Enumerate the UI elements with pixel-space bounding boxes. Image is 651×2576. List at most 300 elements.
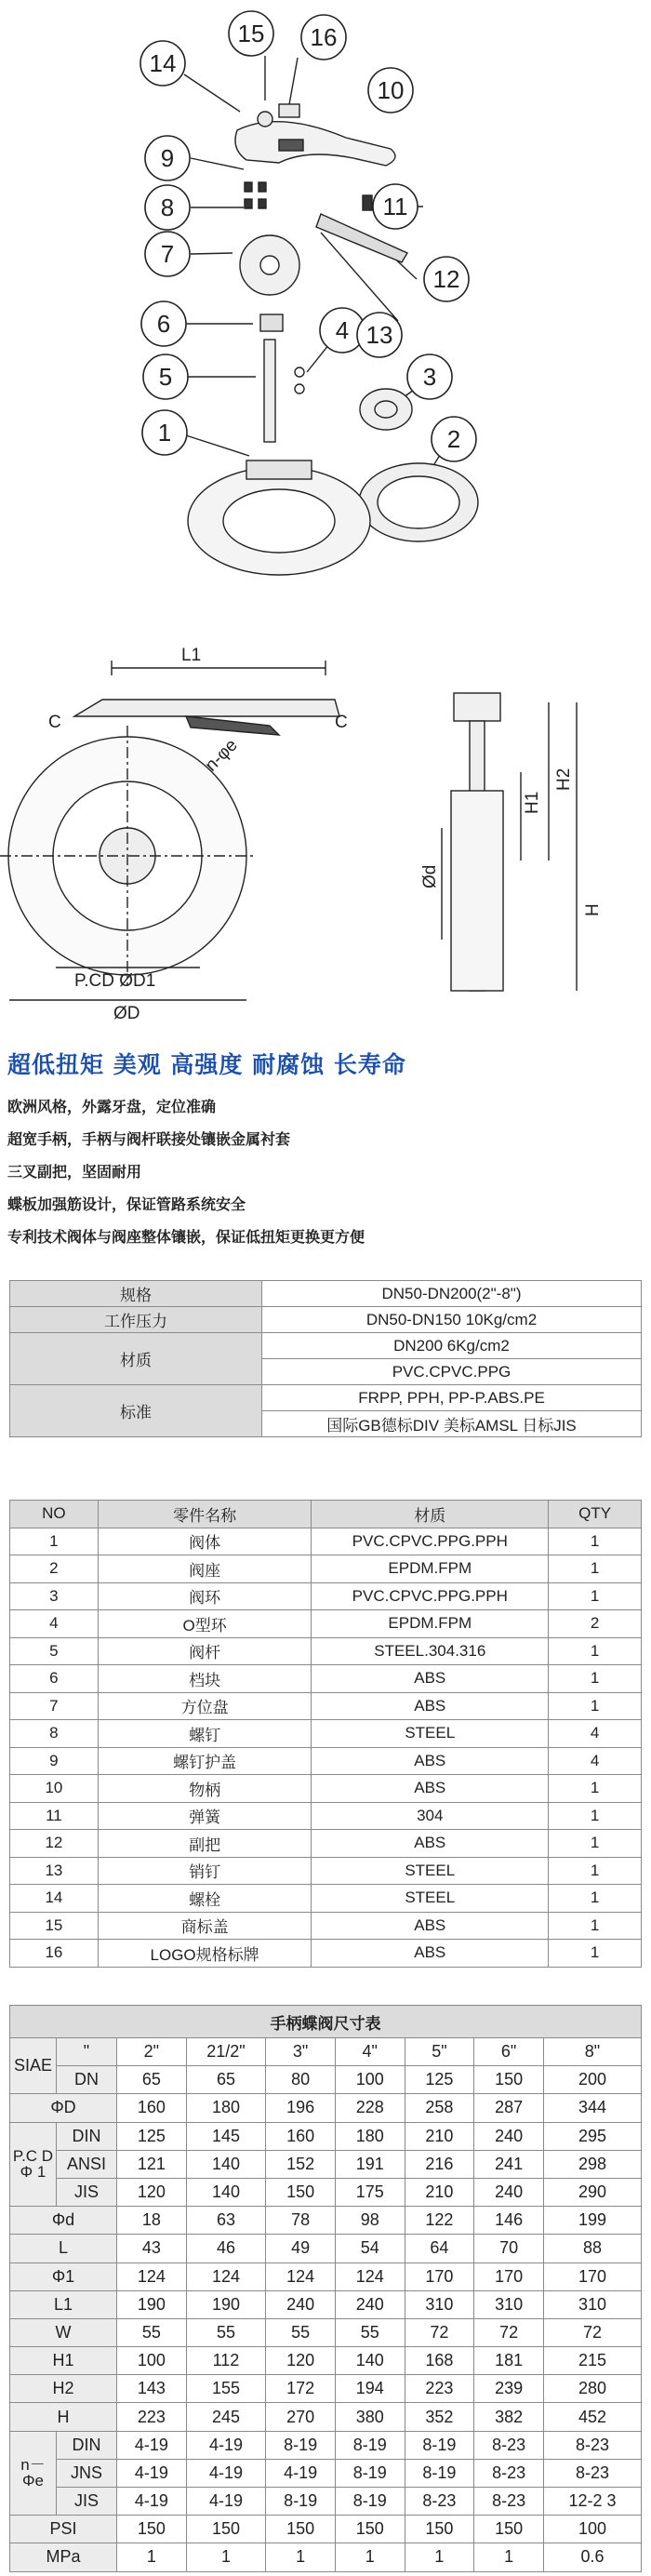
dim-phi-d: Ød (420, 864, 440, 888)
dim-value: 43 (117, 2235, 187, 2262)
part-qty: 1 (549, 1775, 642, 1803)
dim-value: 170 (474, 2262, 544, 2290)
dim-value: 122 (405, 2207, 474, 2235)
pcd-label: P.C D Φ 1 (10, 2122, 57, 2207)
dims-row-label: PSI (10, 2516, 117, 2543)
part-material: STEEL (312, 1857, 549, 1885)
dims-pcd-row (10, 2122, 642, 2150)
parts-header-row (10, 1501, 642, 1528)
dim-value: 6" (474, 2038, 544, 2066)
dim-value: 1 (186, 2543, 266, 2571)
dim-value: 310 (405, 2290, 474, 2318)
dims-row-label: L1 (10, 2290, 117, 2318)
part-no: 6 (10, 1665, 99, 1693)
dim-value: 140 (335, 2347, 405, 2375)
dim-value: 8-19 (335, 2488, 405, 2516)
dim-value: 4-19 (186, 2459, 266, 2487)
dim-value: 170 (405, 2262, 474, 2290)
dim-value: 72 (543, 2318, 641, 2346)
dim-value: 240 (335, 2290, 405, 2318)
dim-H1: H1 (523, 791, 542, 814)
dim-value: 150 (186, 2516, 266, 2543)
front-handle (74, 700, 339, 716)
parts-header-material: 材质 (312, 1501, 549, 1528)
dim-value: 55 (266, 2318, 336, 2346)
dim-value: 72 (474, 2318, 544, 2346)
part-name: 弹簧 (98, 1802, 312, 1830)
dim-value: 150 (405, 2516, 474, 2543)
dim-value: 65 (117, 2066, 187, 2094)
callout-13: 13 (365, 321, 393, 349)
dim-value: 140 (186, 2150, 266, 2178)
part-material: PVC.CPVC.PPG.PPH (312, 1528, 549, 1555)
dim-value: 80 (266, 2066, 336, 2094)
dims-row-label: L (10, 2235, 117, 2262)
dim-value: 54 (335, 2235, 405, 2262)
part-material: 304 (312, 1802, 549, 1830)
part-no: 3 (10, 1582, 99, 1610)
dim-value: 8-19 (405, 2431, 474, 2459)
part-name: 螺钉 (98, 1720, 312, 1748)
dim-value: 310 (474, 2290, 544, 2318)
inch-mark: " (57, 2038, 117, 2066)
ne-label: n－Φe (10, 2431, 57, 2516)
part-material: EPDM.FPM (312, 1555, 549, 1583)
part-material: PVC.CPVC.PPG.PPH (312, 1582, 549, 1610)
dims-row (10, 2403, 642, 2431)
dim-value: 1 (474, 2543, 544, 2571)
dim-value: 223 (117, 2403, 187, 2431)
table-row (10, 1665, 642, 1693)
part-name: 螺钉护盖 (98, 1747, 312, 1775)
part-name: 副把 (98, 1830, 312, 1858)
table-row (10, 1885, 642, 1913)
dims-row-label: W (10, 2318, 117, 2346)
spec-value: DN50-DN150 10Kg/cm2 (262, 1307, 642, 1333)
dim-value: 298 (543, 2150, 641, 2178)
dims-row-label: H1 (10, 2347, 117, 2375)
dim-n-phi-e: n-φe (201, 735, 242, 776)
dim-value: 295 (543, 2122, 641, 2150)
dim-value: 64 (405, 2235, 474, 2262)
callout-6: 6 (156, 310, 171, 338)
part-material: ABS (312, 1665, 549, 1693)
part-material: EPDM.FPM (312, 1610, 549, 1638)
part-name: 档块 (98, 1665, 312, 1693)
dim-phi-D: ØD (113, 1004, 140, 1023)
dim-value: 240 (474, 2178, 544, 2206)
callout-7: 7 (160, 240, 175, 268)
dims-row (10, 2516, 642, 2543)
pcd-standard: DIN (57, 2122, 117, 2150)
dim-value: 8-19 (405, 2459, 474, 2487)
dim-value: 72 (405, 2318, 474, 2346)
dims-phiD-row (10, 2094, 642, 2122)
dim-value: 21/2" (186, 2038, 266, 2066)
dim-value: 55 (186, 2318, 266, 2346)
part-qty: 1 (549, 1555, 642, 1583)
part-name: 销钉 (98, 1857, 312, 1885)
part-qty: 1 (549, 1830, 642, 1858)
spec-label: 材质 (10, 1333, 262, 1385)
leader-1 (186, 435, 249, 456)
part-no: 11 (10, 1802, 99, 1830)
dim-value: 100 (117, 2347, 187, 2375)
feature-item: 蝶板加强筋设计，保证管路系统安全 (7, 1195, 246, 1213)
dim-value: 140 (186, 2178, 266, 2206)
dims-dn-row (10, 2066, 642, 2094)
dim-value: 55 (117, 2318, 187, 2346)
spec-value: PVC.CPVC.PPG (262, 1359, 642, 1385)
dims-row (10, 2318, 642, 2346)
table-row (10, 1775, 642, 1803)
part-material: STEEL (312, 1885, 549, 1913)
dims-row (10, 2347, 642, 2375)
dims-row (10, 2207, 642, 2235)
valve-technical-drawing (0, 0, 651, 1023)
ne-standard: JNS (57, 2459, 117, 2487)
parts-header-qty: QTY (549, 1501, 642, 1528)
spec-value: FRPP, PPH, PP-P.ABS.PE (262, 1385, 642, 1411)
part-material: ABS (312, 1912, 549, 1940)
callout-15: 15 (237, 20, 265, 47)
dim-value: 190 (186, 2290, 266, 2318)
dim-value: 100 (335, 2066, 405, 2094)
dim-value: 280 (543, 2375, 641, 2403)
dim-value: 8-19 (335, 2431, 405, 2459)
dim-c-right: C (335, 713, 348, 732)
dims-row-label: Φ1 (10, 2262, 117, 2290)
part-material: STEEL (312, 1720, 549, 1748)
dim-value: 196 (266, 2094, 336, 2122)
spec-value: 国际GB德标DIV 美标AMSL 日标JIS (262, 1411, 642, 1437)
dim-value: 199 (543, 2207, 641, 2235)
part-name: 阀环 (98, 1582, 312, 1610)
spec-row (10, 1307, 642, 1333)
dim-value: 245 (186, 2403, 266, 2431)
dim-value: 150 (335, 2516, 405, 2543)
dims-row (10, 2235, 642, 2262)
dim-value: 352 (405, 2403, 474, 2431)
dim-value: 210 (405, 2178, 474, 2206)
callout-1: 1 (157, 419, 172, 447)
part-qty: 1 (549, 1582, 642, 1610)
handle-logo-part (279, 140, 303, 151)
dim-value: 150 (266, 2516, 336, 2543)
feature-list (7, 1090, 365, 1253)
dim-value: 1 (117, 2543, 187, 2571)
dims-pcd-row (10, 2150, 642, 2178)
dim-value: 150 (266, 2178, 336, 2206)
part-no: 8 (10, 1720, 99, 1748)
callout-12: 12 (432, 265, 460, 293)
dim-value: 145 (186, 2122, 266, 2150)
dim-value: 112 (186, 2347, 266, 2375)
dim-value: 228 (335, 2094, 405, 2122)
dims-row-label: MPa (10, 2543, 117, 2571)
dim-value: 258 (405, 2094, 474, 2122)
dim-value: 240 (474, 2122, 544, 2150)
dim-value: 8-23 (474, 2488, 544, 2516)
dim-value: 194 (335, 2375, 405, 2403)
dim-value: 8-23 (474, 2431, 544, 2459)
part-no: 7 (10, 1692, 99, 1720)
dim-value: 452 (543, 2403, 641, 2431)
side-top (454, 693, 500, 721)
part-qty: 4 (549, 1747, 642, 1775)
dims-row (10, 2543, 642, 2571)
dim-value: 4-19 (266, 2459, 336, 2487)
dim-value: 46 (186, 2235, 266, 2262)
table-row (10, 1692, 642, 1720)
spec-table (9, 1280, 642, 1437)
dim-value: 287 (474, 2094, 544, 2122)
part-name: LOGO规格标牌 (98, 1940, 312, 1968)
part-material: ABS (312, 1775, 549, 1803)
dim-value: 239 (474, 2375, 544, 2403)
part-no: 10 (10, 1775, 99, 1803)
trademark-cap-part (258, 112, 272, 127)
feature-item: 超宽手柄，手柄与阀杆联接处镶嵌金属衬套 (7, 1130, 291, 1148)
dim-value: 210 (405, 2122, 474, 2150)
callout-2: 2 (446, 425, 461, 453)
dim-value: 4-19 (186, 2488, 266, 2516)
dim-value: 121 (117, 2150, 187, 2178)
feature-item: 三叉副把，坚固耐用 (7, 1163, 142, 1181)
part-name: 阀座 (98, 1555, 312, 1583)
part-material: ABS (312, 1747, 549, 1775)
dim-value: 55 (335, 2318, 405, 2346)
part-qty: 2 (549, 1610, 642, 1638)
dim-value: 8-19 (266, 2488, 336, 2516)
dim-value: 150 (474, 2516, 544, 2543)
spec-value: DN50-DN200(2"-8") (262, 1281, 642, 1307)
part-no: 12 (10, 1830, 99, 1858)
side-body (451, 791, 503, 991)
table-row (10, 1830, 642, 1858)
dim-value: 18 (117, 2207, 187, 2235)
dim-value: 120 (266, 2347, 336, 2375)
part-qty: 1 (549, 1637, 642, 1665)
part-material: ABS (312, 1830, 549, 1858)
dim-value: 1 (405, 2543, 474, 2571)
callout-11: 11 (382, 193, 408, 220)
dim-value: 170 (543, 2262, 641, 2290)
part-name: 物柄 (98, 1775, 312, 1803)
dim-value: 4-19 (117, 2459, 187, 2487)
dim-value: 175 (335, 2178, 405, 2206)
callout-14: 14 (149, 49, 177, 77)
dim-value: 172 (266, 2375, 336, 2403)
dim-value: 190 (117, 2290, 187, 2318)
callout-16: 16 (310, 23, 338, 51)
ne-standard: DIN (57, 2431, 117, 2459)
part-qty: 1 (549, 1692, 642, 1720)
dim-value: 181 (474, 2347, 544, 2375)
dim-H2: H2 (554, 767, 574, 791)
dim-value: 146 (474, 2207, 544, 2235)
dim-value: 4-19 (117, 2431, 187, 2459)
dim-value: 270 (266, 2403, 336, 2431)
dim-value: 200 (543, 2066, 641, 2094)
dim-value: 98 (335, 2207, 405, 2235)
part-name: 螺栓 (98, 1885, 312, 1913)
dims-size-row (10, 2038, 642, 2066)
dim-value: 310 (543, 2290, 641, 2318)
dim-value: 290 (543, 2178, 641, 2206)
dims-row (10, 2262, 642, 2290)
part-no: 2 (10, 1555, 99, 1583)
table-row (10, 1610, 642, 1638)
dim-value: 8-19 (335, 2459, 405, 2487)
feature-item: 欧洲风格，外露牙盘，定位准确 (7, 1098, 217, 1115)
parts-header-no: NO (10, 1501, 99, 1528)
dims-row-label: H2 (10, 2375, 117, 2403)
part-no: 16 (10, 1940, 99, 1968)
dim-value: 8-19 (266, 2431, 336, 2459)
dim-value: 180 (335, 2122, 405, 2150)
dim-value: 160 (266, 2122, 336, 2150)
dim-value: 1 (266, 2543, 336, 2571)
seat-ring-part (360, 389, 412, 430)
part-no: 15 (10, 1912, 99, 1940)
dims-ne-row (10, 2488, 642, 2516)
part-qty: 1 (549, 1940, 642, 1968)
part-name: 阀杆 (98, 1637, 312, 1665)
dim-pcd-d1: P.CD ØD1 (74, 971, 156, 991)
dim-value: 382 (474, 2403, 544, 2431)
dim-value: 168 (405, 2347, 474, 2375)
dim-value: 70 (474, 2235, 544, 2262)
table-row (10, 1555, 642, 1583)
feature-item: 专利技术阀体与阀座整体镶嵌，保证低扭矩更换更方便 (7, 1228, 365, 1246)
table-row (10, 1802, 642, 1830)
part-name: 商标盖 (98, 1912, 312, 1940)
dim-value: 124 (117, 2262, 187, 2290)
dim-value: 12-2 3 (543, 2488, 641, 2516)
leader-7 (191, 253, 232, 254)
dim-value: 8-23 (405, 2488, 474, 2516)
dim-value: 8" (543, 2038, 641, 2066)
table-row (10, 1747, 642, 1775)
dim-value: 100 (543, 2516, 641, 2543)
part-qty: 1 (549, 1857, 642, 1885)
dim-value: 8-23 (543, 2431, 641, 2459)
dim-value: 150 (117, 2516, 187, 2543)
part-material: ABS (312, 1692, 549, 1720)
dims-row (10, 2375, 642, 2403)
pcd-standard: ANSI (57, 2150, 117, 2178)
part-qty: 1 (549, 1802, 642, 1830)
dim-value: 125 (405, 2066, 474, 2094)
dim-value: 150 (474, 2066, 544, 2094)
dim-value: 216 (405, 2150, 474, 2178)
dim-value: 223 (405, 2375, 474, 2403)
dim-value: 4" (335, 2038, 405, 2066)
leader-16 (288, 58, 298, 110)
phiD-label: ΦD (10, 2094, 117, 2122)
dim-value: 125 (117, 2122, 187, 2150)
table-row (10, 1637, 642, 1665)
dim-value: 0.6 (543, 2543, 641, 2571)
callout-10: 10 (377, 76, 405, 104)
part-qty: 1 (549, 1665, 642, 1693)
dim-value: 152 (266, 2150, 336, 2178)
dim-value: 49 (266, 2235, 336, 2262)
part-qty: 1 (549, 1528, 642, 1555)
dims-ne-row (10, 2459, 642, 2487)
dim-value: 8-23 (543, 2459, 641, 2487)
dim-value: 380 (335, 2403, 405, 2431)
part-no: 1 (10, 1528, 99, 1555)
leader-14 (184, 74, 240, 112)
dim-c-left: C (48, 713, 61, 732)
dim-value: 2" (117, 2038, 187, 2066)
leader-9 (191, 158, 244, 169)
dim-value: 124 (335, 2262, 405, 2290)
dims-pcd-row (10, 2178, 642, 2206)
dims-row-label: H (10, 2403, 117, 2431)
part-qty: 1 (549, 1885, 642, 1913)
parts-header-name: 零件名称 (98, 1501, 312, 1528)
dims-title: 手柄蝶阀尺寸表 (10, 2006, 642, 2038)
dim-L1: L1 (181, 646, 202, 665)
product-headline: 超低扭矩 美观 高强度 耐腐蚀 长寿命 (7, 1051, 406, 1078)
spec-row (10, 1385, 642, 1411)
callout-9: 9 (160, 144, 175, 172)
spec-label: 标准 (10, 1385, 262, 1437)
part-material: STEEL.304.316 (312, 1637, 549, 1665)
spec-label: 工作压力 (10, 1307, 262, 1333)
dims-ne-row (10, 2431, 642, 2459)
dn-label: DN (57, 2066, 117, 2094)
dim-value: 88 (543, 2235, 641, 2262)
dim-value: 180 (186, 2094, 266, 2122)
handle-part (235, 122, 395, 166)
dim-value: 143 (117, 2375, 187, 2403)
dim-value: 191 (335, 2150, 405, 2178)
table-row (10, 1720, 642, 1748)
dim-value: 215 (543, 2347, 641, 2375)
dims-row-label: Φd (10, 2207, 117, 2235)
dim-value: 4-19 (117, 2488, 187, 2516)
pcd-standard: JIS (57, 2178, 117, 2206)
dim-value: 241 (474, 2150, 544, 2178)
table-row (10, 1857, 642, 1885)
siae-label: SIAE (10, 2038, 57, 2094)
spec-value: DN200 6Kg/cm2 (262, 1333, 642, 1359)
part-name: 方位盘 (98, 1692, 312, 1720)
part-no: 4 (10, 1610, 99, 1638)
dim-value: 4-19 (186, 2431, 266, 2459)
callout-8: 8 (160, 194, 175, 221)
part-no: 14 (10, 1885, 99, 1913)
dim-value: 8-23 (474, 2459, 544, 2487)
part-name: O型环 (98, 1610, 312, 1638)
part-qty: 4 (549, 1720, 642, 1748)
dim-value: 1 (335, 2543, 405, 2571)
dim-value: 3" (266, 2038, 336, 2066)
callout-5: 5 (158, 363, 173, 391)
table-row (10, 1528, 642, 1555)
dim-H: H (583, 903, 603, 916)
parts-table (9, 1500, 642, 1968)
ne-standard: JIS (57, 2488, 117, 2516)
dim-value: 63 (186, 2207, 266, 2235)
dim-value: 124 (186, 2262, 266, 2290)
dim-value: 78 (266, 2207, 336, 2235)
logo-plate-part (279, 104, 299, 117)
